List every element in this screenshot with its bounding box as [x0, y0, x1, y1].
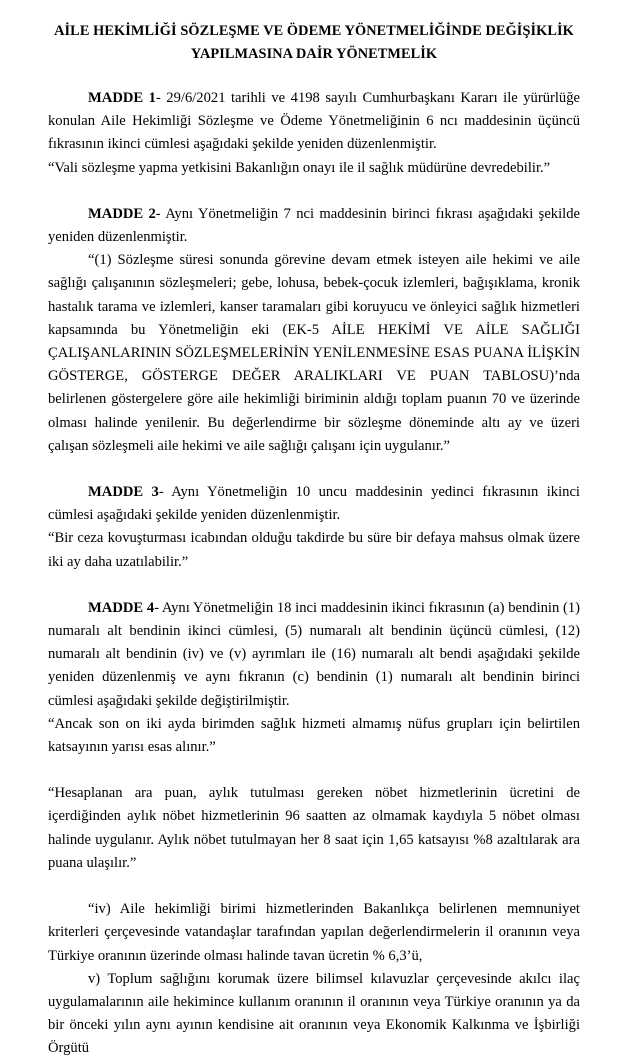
article-madde-4-body — [48, 597, 580, 713]
article-madde-4-quote: “Ancak son on iki ayda birimden sağlık hizmeti almamış nüfus grupları için belirtilen katsayının yarısı esas alınır.” — [48, 715, 580, 756]
article-madde-1-label: MADDE 1 — [88, 90, 156, 106]
extra-quote-1: “Hesaplanan ara puan, aylık tutulması gereken nöbet hizmetlerinin ücretini de içerdiğinden aylık nöbet hizmetlerinin 96 saatten az olmamak kaydıyla 5 nöbet olması halinde uygulanır. Aylık nöbet tutulmayan her 8 saat için 1,65 katsayısı %8 azaltılarak ara puana ulaşılır.” — [48, 785, 580, 871]
article-madde-1-body — [48, 87, 580, 157]
article-madde-1-text: - 29/6/2021 tarihli ve 4198 sayılı Cumhurbaşkanı Kararı ile yürürlüğe konulan Aile Hekimliği Sözleşme ve Ödeme Yönetmeliğinin 6 ncı maddesinin üçüncü fıkrasının ikinci cümlesi aşağıdaki şekilde yeniden düzenlenmiştir. — [48, 90, 580, 153]
article-madde-3-body — [48, 481, 580, 527]
article-madde-3-quote: “Bir ceza kovuşturması icabından olduğu takdirde bu süre bir defaya mahsus olmak üzere iki ay daha uzatılabilir.” — [48, 530, 580, 570]
page-title — [48, 20, 580, 66]
spacer-after-madde-4 — [48, 759, 580, 782]
sub-item-v: v) Toplum sağlığını korumak üzere bilimsel kılavuzlar çerçevesinde akılcı ilaç uygulamalarının aile hekimince kullanım oranının il oranının veya Türkiye oranının ya da bir önceki yılın aynı ayının kendisine ait oranının veya Ekonomik Kalkınma ve İşbirliği Örgütü — [48, 970, 580, 1057]
article-madde-4-text: - Aynı Yönetmeliğin 18 inci maddesinin ikinci fıkrasının (a) bendinin (1) numaralı alt bendinin ikinci cümlesi, (5) numaralı alt bendinin üçüncü cümlesi, (12) numaralı alt bendinin (iv) ve (v) ayrımları ile (16) numaralı alt bendi aşağıdaki şekilde yeniden düzenlenmiş ve aynı fıkranın (c) bendinin (1) numaralı alt bendinin birinci cümlesi aşağıdaki şekilde değiştirilmiştir. — [48, 599, 581, 709]
article-madde-2-quote: “(1) Sözleşme süresi sonunda görevine devam etmek isteyen aile hekimi ve aile sağlığı çalışanının sözleşmeleri; gebe, lohusa, bebek-çocuk izlemleri, bağışıklama, kronik hastalık tarama ve izlemleri, kanser taramaları gibi koruyucu ve önleyici sağlık hizmetleri kapsamında bu Yönetmeliğin eki (EK-5 AİLE HEKİMİ VE AİLE SAĞLIĞI ÇALIŞANLARININ SÖZLEŞMELERİNİN YENİLENMESİNE ESAS PUANA İLİŞKİN GÖSTERGE, GÖSTERGE DEĞER ARALIKLARI VE PUAN TABLOSU)’nda belirlenen göstergelere göre aile hekimliği biriminin aldığı toplam puanın 70 ve üzerinde olması halinde yenilenir. Bu değerlendirme bir sözleşme döneminde altı ay ve üzeri çalışan sözleşmeli aile hekimi ve aile sağlığı çalışanı için uygulanır.” — [48, 252, 580, 454]
page-title-line-2: YAPILMASINA DAİR YÖNETMELİK — [190, 46, 438, 62]
article-madde-2-body — [48, 203, 580, 249]
spacer-after-extra-quote — [48, 875, 580, 898]
article-madde-4-label: MADDE 4 — [88, 599, 155, 616]
spacer-after-madde-3 — [48, 574, 580, 597]
spacer-after-madde-2 — [48, 458, 580, 481]
spacer-after-madde-1 — [48, 180, 580, 203]
article-madde-3-label: MADDE 3 — [88, 484, 159, 501]
article-madde-2-label: MADDE 2 — [88, 205, 156, 222]
page-title-line-1: AİLE HEKİMLİĞİ SÖZLEŞME VE ÖDEME YÖNETMELİĞİNDE DEĞİŞİKLİK — [54, 23, 574, 39]
article-madde-2-text: - Aynı Yönetmeliğin 7 nci maddesinin birinci fıkrası aşağıdaki şekilde yeniden düzenlenmiştir. — [48, 205, 580, 246]
title-spacer — [48, 66, 580, 87]
article-madde-1-quote: “Vali sözleşme yapma yetkisini Bakanlığın onayı ile il sağlık müdürüne devredebilir.” — [48, 159, 551, 176]
sub-item-iv: “iv) Aile hekimliği birimi hizmetlerinden Bakanlıkça belirlenen memnuniyet kriterleri çerçevesinde vatandaşlar tarafından yapılan değerlendirmelerin il oranının veya Türkiye oranının üzerinde olması halinde tavan ücretin % 6,3’ü, — [48, 901, 580, 964]
article-madde-3-text: - Aynı Yönetmeliğin 10 uncu maddesinin yedinci fıkrasının ikinci cümlesi aşağıdaki şekilde yeniden düzenlenmiştir. — [48, 484, 580, 524]
